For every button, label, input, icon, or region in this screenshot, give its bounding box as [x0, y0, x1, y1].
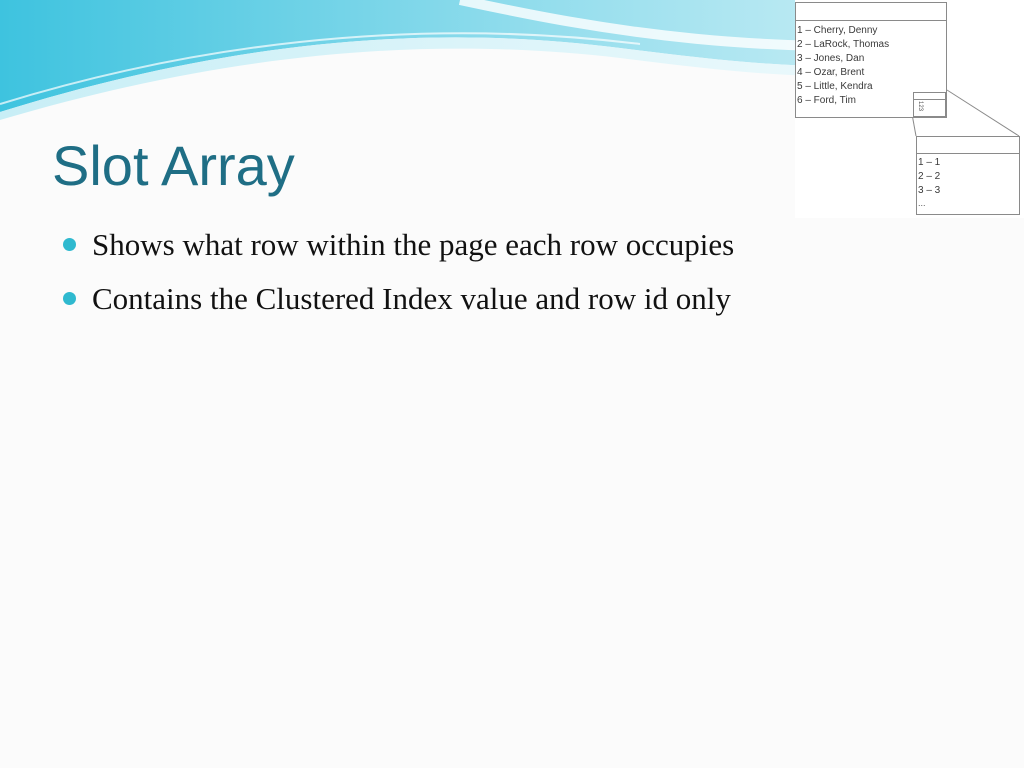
slot-box-label: 123 — [917, 101, 923, 112]
slot-more: ... — [918, 198, 926, 208]
row-item: 2 – LaRock, Thomas — [797, 39, 890, 50]
page-header-band — [796, 3, 946, 21]
slot-array-zoom — [916, 136, 1020, 215]
bullet-item — [60, 220, 734, 274]
bullet-list — [60, 220, 734, 328]
slide-title: Slot Array — [52, 134, 295, 197]
row-item: 5 – Little, Kendra — [797, 81, 873, 92]
bullet-dot-icon — [63, 238, 76, 251]
slot-zoom-header — [917, 137, 1019, 154]
slot-item: 2 – 2 — [918, 171, 941, 182]
slot-list — [918, 156, 940, 208]
row-item: 4 – Ozar, Brent — [797, 67, 865, 78]
bullet-dot-icon — [63, 292, 76, 305]
data-page — [795, 2, 947, 118]
slot-array-diagram — [795, 0, 1024, 218]
slot-item: 3 – 3 — [918, 185, 941, 196]
bullet-text: Contains the Clustered Index value and row id only — [92, 281, 731, 316]
bullet-item — [60, 274, 734, 328]
row-item: 6 – Ford, Tim — [797, 95, 856, 106]
bullet-text: Shows what row within the page each row occupies — [92, 227, 735, 262]
slot-item: 1 – 1 — [918, 157, 941, 168]
row-item: 1 – Cherry, Denny — [797, 25, 878, 36]
slot-box-divider — [914, 99, 945, 100]
slot-array-box — [913, 92, 946, 117]
row-item: 3 – Jones, Dan — [797, 53, 865, 64]
row-list — [797, 24, 889, 108]
